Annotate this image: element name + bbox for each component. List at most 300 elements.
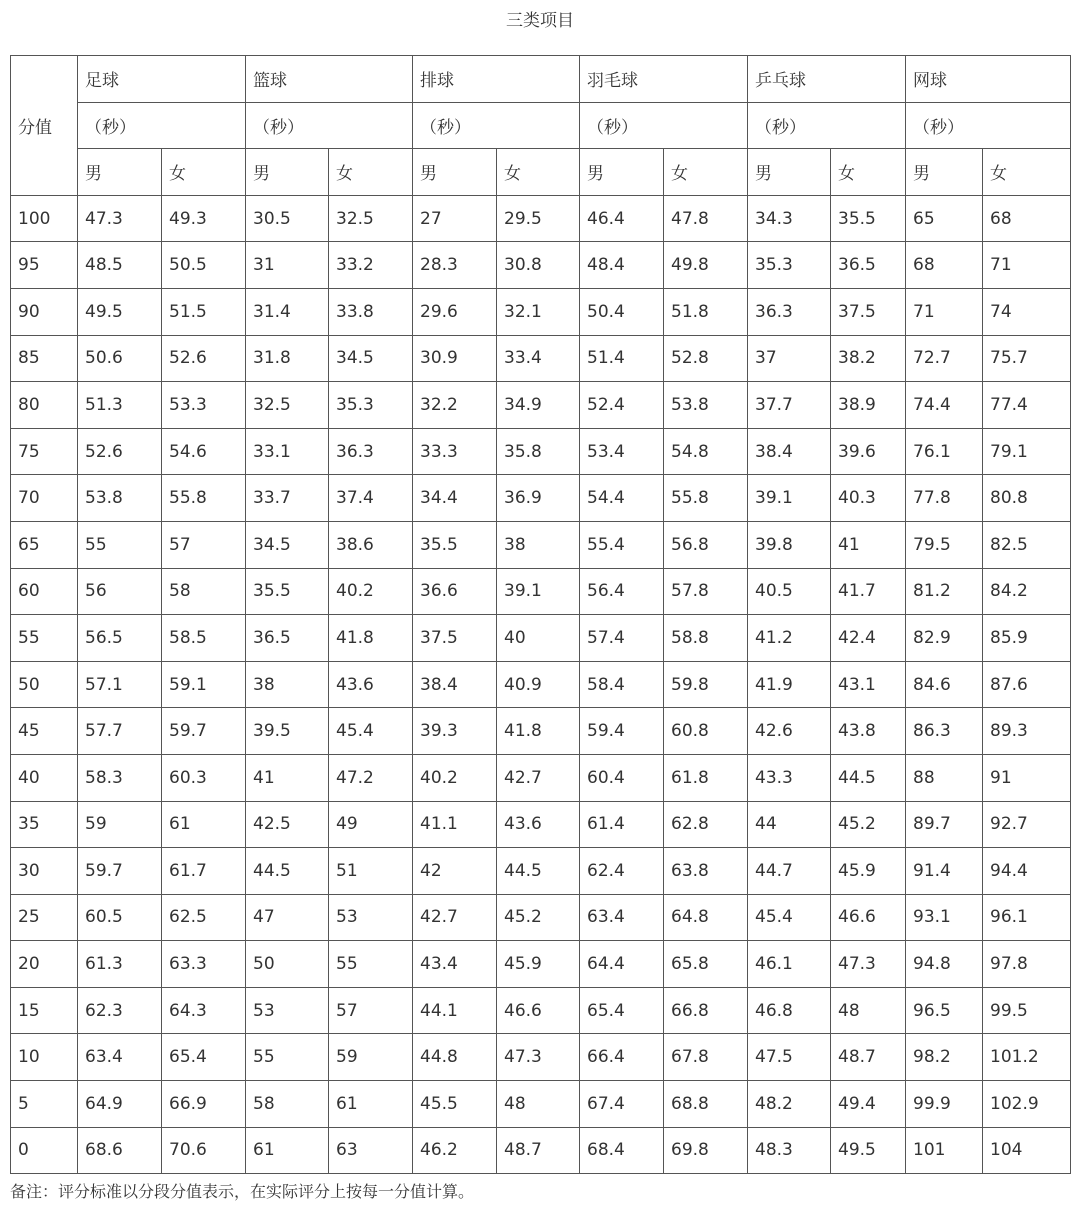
time-value: 55 — [246, 1034, 329, 1081]
table-header — [11, 56, 1071, 196]
gender-female-label: 女 — [983, 149, 1071, 196]
time-value: 32.2 — [413, 382, 497, 429]
score-value: 35 — [11, 801, 78, 848]
time-value: 64.4 — [580, 941, 664, 988]
time-value: 33.3 — [413, 428, 497, 475]
time-value: 55.8 — [162, 475, 246, 522]
time-value: 55.4 — [580, 521, 664, 568]
gender-female-label: 女 — [162, 149, 246, 196]
time-value: 39.5 — [246, 708, 329, 755]
time-value: 34.5 — [246, 521, 329, 568]
time-value: 52.6 — [162, 335, 246, 382]
time-value: 36.6 — [413, 568, 497, 615]
time-value: 49.5 — [831, 1127, 906, 1174]
time-value: 43.6 — [329, 661, 413, 708]
time-value: 52.6 — [78, 428, 162, 475]
score-value: 45 — [11, 708, 78, 755]
time-value: 62.5 — [162, 894, 246, 941]
table-row — [11, 1127, 1071, 1174]
time-value: 34.4 — [413, 475, 497, 522]
time-value: 47.2 — [329, 754, 413, 801]
time-value: 66.4 — [580, 1034, 664, 1081]
score-value: 75 — [11, 428, 78, 475]
time-value: 53 — [329, 894, 413, 941]
time-value: 44 — [748, 801, 831, 848]
time-value: 30.9 — [413, 335, 497, 382]
time-value: 29.5 — [497, 195, 580, 242]
time-value: 82.5 — [983, 521, 1071, 568]
time-value: 45.4 — [748, 894, 831, 941]
time-value: 53 — [246, 987, 329, 1034]
time-value: 32.5 — [246, 382, 329, 429]
gender-male-label: 男 — [580, 149, 664, 196]
score-value: 0 — [11, 1127, 78, 1174]
time-value: 59.4 — [580, 708, 664, 755]
table-row — [11, 475, 1071, 522]
time-value: 59 — [329, 1034, 413, 1081]
time-value: 77.4 — [983, 382, 1071, 429]
time-value: 68.8 — [664, 1081, 748, 1128]
table-row — [11, 848, 1071, 895]
score-value: 25 — [11, 894, 78, 941]
time-value: 49.3 — [162, 195, 246, 242]
header-row-sports — [11, 56, 1071, 103]
time-value: 54.8 — [664, 428, 748, 475]
time-value: 50.4 — [580, 288, 664, 335]
time-value: 59.8 — [664, 661, 748, 708]
table-row — [11, 941, 1071, 988]
header-row-gender — [11, 149, 1071, 196]
time-value: 49.5 — [78, 288, 162, 335]
time-value: 43.6 — [497, 801, 580, 848]
time-value: 85.9 — [983, 615, 1071, 662]
time-value: 67.8 — [664, 1034, 748, 1081]
time-value: 63.8 — [664, 848, 748, 895]
time-value: 67.4 — [580, 1081, 664, 1128]
time-value: 80.8 — [983, 475, 1071, 522]
time-value: 38.9 — [831, 382, 906, 429]
score-header: 分值 — [11, 56, 78, 196]
time-value: 92.7 — [983, 801, 1071, 848]
table-row — [11, 195, 1071, 242]
table-row — [11, 428, 1071, 475]
unit-label: （秒） — [906, 102, 1071, 149]
time-value: 59.7 — [78, 848, 162, 895]
score-value: 55 — [11, 615, 78, 662]
time-value: 60.3 — [162, 754, 246, 801]
sport-name: 篮球 — [246, 56, 413, 103]
time-value: 45.5 — [413, 1081, 497, 1128]
time-value: 45.2 — [497, 894, 580, 941]
time-value: 46.4 — [580, 195, 664, 242]
time-value: 51 — [329, 848, 413, 895]
time-value: 64.8 — [664, 894, 748, 941]
time-value: 66.8 — [664, 987, 748, 1034]
time-value: 44.7 — [748, 848, 831, 895]
score-table — [10, 55, 1071, 1174]
time-value: 54.6 — [162, 428, 246, 475]
time-value: 51.5 — [162, 288, 246, 335]
time-value: 56 — [78, 568, 162, 615]
header-row-units — [11, 102, 1071, 149]
time-value: 79.5 — [906, 521, 983, 568]
sport-name: 排球 — [413, 56, 580, 103]
score-value: 15 — [11, 987, 78, 1034]
score-value: 20 — [11, 941, 78, 988]
time-value: 68.6 — [78, 1127, 162, 1174]
time-value: 40.5 — [748, 568, 831, 615]
time-value: 40 — [497, 615, 580, 662]
time-value: 96.1 — [983, 894, 1071, 941]
gender-male-label: 男 — [246, 149, 329, 196]
time-value: 39.6 — [831, 428, 906, 475]
time-value: 65.8 — [664, 941, 748, 988]
time-value: 35.3 — [748, 242, 831, 289]
time-value: 45.9 — [497, 941, 580, 988]
time-value: 35.8 — [497, 428, 580, 475]
time-value: 62.3 — [78, 987, 162, 1034]
time-value: 36.3 — [329, 428, 413, 475]
time-value: 64.3 — [162, 987, 246, 1034]
time-value: 58.4 — [580, 661, 664, 708]
table-row — [11, 987, 1071, 1034]
time-value: 49.4 — [831, 1081, 906, 1128]
time-value: 35.3 — [329, 382, 413, 429]
time-value: 52.4 — [580, 382, 664, 429]
gender-male-label: 男 — [748, 149, 831, 196]
time-value: 36.5 — [246, 615, 329, 662]
unit-label: （秒） — [78, 102, 246, 149]
time-value: 53.4 — [580, 428, 664, 475]
table-row — [11, 242, 1071, 289]
time-value: 84.2 — [983, 568, 1071, 615]
time-value: 43.3 — [748, 754, 831, 801]
time-value: 40.2 — [413, 754, 497, 801]
time-value: 50 — [246, 941, 329, 988]
time-value: 51.8 — [664, 288, 748, 335]
time-value: 44.5 — [831, 754, 906, 801]
time-value: 55.8 — [664, 475, 748, 522]
time-value: 63.4 — [78, 1034, 162, 1081]
time-value: 51.4 — [580, 335, 664, 382]
time-value: 51.3 — [78, 382, 162, 429]
time-value: 59.7 — [162, 708, 246, 755]
time-value: 52.8 — [664, 335, 748, 382]
gender-male-label: 男 — [906, 149, 983, 196]
time-value: 57 — [329, 987, 413, 1034]
time-value: 61.7 — [162, 848, 246, 895]
time-value: 59.1 — [162, 661, 246, 708]
time-value: 98.2 — [906, 1034, 983, 1081]
table-row — [11, 335, 1071, 382]
time-value: 42.7 — [497, 754, 580, 801]
time-value: 68 — [983, 195, 1071, 242]
time-value: 46.2 — [413, 1127, 497, 1174]
time-value: 34.5 — [329, 335, 413, 382]
score-value: 100 — [11, 195, 78, 242]
time-value: 40.3 — [831, 475, 906, 522]
time-value: 32.1 — [497, 288, 580, 335]
time-value: 63.3 — [162, 941, 246, 988]
time-value: 50.6 — [78, 335, 162, 382]
time-value: 104 — [983, 1127, 1071, 1174]
time-value: 50.5 — [162, 242, 246, 289]
time-value: 48.4 — [580, 242, 664, 289]
time-value: 101 — [906, 1127, 983, 1174]
sport-name: 羽毛球 — [580, 56, 748, 103]
time-value: 42 — [413, 848, 497, 895]
time-value: 37.5 — [413, 615, 497, 662]
time-value: 37.5 — [831, 288, 906, 335]
time-value: 44.5 — [497, 848, 580, 895]
time-value: 43.4 — [413, 941, 497, 988]
time-value: 33.1 — [246, 428, 329, 475]
table-row — [11, 1081, 1071, 1128]
table-row — [11, 521, 1071, 568]
gender-male-label: 男 — [78, 149, 162, 196]
time-value: 99.5 — [983, 987, 1071, 1034]
time-value: 71 — [906, 288, 983, 335]
time-value: 42.4 — [831, 615, 906, 662]
time-value: 33.7 — [246, 475, 329, 522]
time-value: 57.1 — [78, 661, 162, 708]
time-value: 36.9 — [497, 475, 580, 522]
time-value: 61 — [246, 1127, 329, 1174]
score-value: 60 — [11, 568, 78, 615]
time-value: 87.6 — [983, 661, 1071, 708]
time-value: 58.5 — [162, 615, 246, 662]
time-value: 35.5 — [413, 521, 497, 568]
unit-label: （秒） — [748, 102, 906, 149]
time-value: 47.5 — [748, 1034, 831, 1081]
time-value: 34.9 — [497, 382, 580, 429]
time-value: 36.5 — [831, 242, 906, 289]
time-value: 47.3 — [497, 1034, 580, 1081]
time-value: 82.9 — [906, 615, 983, 662]
time-value: 57 — [162, 521, 246, 568]
table-row — [11, 708, 1071, 755]
time-value: 61.4 — [580, 801, 664, 848]
time-value: 41 — [831, 521, 906, 568]
gender-female-label: 女 — [329, 149, 413, 196]
time-value: 31 — [246, 242, 329, 289]
time-value: 38 — [246, 661, 329, 708]
time-value: 64.9 — [78, 1081, 162, 1128]
sport-name: 乒乓球 — [748, 56, 906, 103]
time-value: 61 — [329, 1081, 413, 1128]
time-value: 65 — [906, 195, 983, 242]
time-value: 46.6 — [831, 894, 906, 941]
time-value: 91.4 — [906, 848, 983, 895]
time-value: 96.5 — [906, 987, 983, 1034]
time-value: 72.7 — [906, 335, 983, 382]
time-value: 71 — [983, 242, 1071, 289]
time-value: 48.3 — [748, 1127, 831, 1174]
time-value: 74.4 — [906, 382, 983, 429]
score-value: 90 — [11, 288, 78, 335]
time-value: 69.8 — [664, 1127, 748, 1174]
table-row — [11, 615, 1071, 662]
score-value: 80 — [11, 382, 78, 429]
time-value: 60.5 — [78, 894, 162, 941]
time-value: 61.8 — [664, 754, 748, 801]
time-value: 41.9 — [748, 661, 831, 708]
time-value: 37.7 — [748, 382, 831, 429]
time-value: 48 — [831, 987, 906, 1034]
time-value: 48.7 — [831, 1034, 906, 1081]
time-value: 48.2 — [748, 1081, 831, 1128]
score-value: 85 — [11, 335, 78, 382]
time-value: 88 — [906, 754, 983, 801]
time-value: 46.8 — [748, 987, 831, 1034]
time-value: 58 — [246, 1081, 329, 1128]
time-value: 37 — [748, 335, 831, 382]
time-value: 94.4 — [983, 848, 1071, 895]
time-value: 86.3 — [906, 708, 983, 755]
table-row — [11, 661, 1071, 708]
time-value: 38.4 — [413, 661, 497, 708]
score-value: 40 — [11, 754, 78, 801]
time-value: 38.6 — [329, 521, 413, 568]
time-value: 33.2 — [329, 242, 413, 289]
score-value: 50 — [11, 661, 78, 708]
time-value: 38.2 — [831, 335, 906, 382]
time-value: 54.4 — [580, 475, 664, 522]
time-value: 39.8 — [748, 521, 831, 568]
time-value: 45.9 — [831, 848, 906, 895]
time-value: 102.9 — [983, 1081, 1071, 1128]
time-value: 41.2 — [748, 615, 831, 662]
time-value: 31.8 — [246, 335, 329, 382]
time-value: 89.7 — [906, 801, 983, 848]
time-value: 48 — [497, 1081, 580, 1128]
time-value: 33.8 — [329, 288, 413, 335]
unit-label: （秒） — [580, 102, 748, 149]
time-value: 34.3 — [748, 195, 831, 242]
time-value: 44.5 — [246, 848, 329, 895]
time-value: 44.1 — [413, 987, 497, 1034]
sport-name: 足球 — [78, 56, 246, 103]
score-value: 95 — [11, 242, 78, 289]
table-row — [11, 382, 1071, 429]
time-value: 53.8 — [664, 382, 748, 429]
table-body — [11, 195, 1071, 1173]
time-value: 29.6 — [413, 288, 497, 335]
time-value: 68 — [906, 242, 983, 289]
time-value: 65.4 — [580, 987, 664, 1034]
time-value: 42.6 — [748, 708, 831, 755]
time-value: 47.8 — [664, 195, 748, 242]
time-value: 43.8 — [831, 708, 906, 755]
time-value: 65.4 — [162, 1034, 246, 1081]
time-value: 45.2 — [831, 801, 906, 848]
time-value: 53.3 — [162, 382, 246, 429]
time-value: 61.3 — [78, 941, 162, 988]
time-value: 38 — [497, 521, 580, 568]
time-value: 77.8 — [906, 475, 983, 522]
time-value: 36.3 — [748, 288, 831, 335]
time-value: 62.4 — [580, 848, 664, 895]
time-value: 81.2 — [906, 568, 983, 615]
time-value: 41.8 — [329, 615, 413, 662]
time-value: 41 — [246, 754, 329, 801]
time-value: 30.8 — [497, 242, 580, 289]
time-value: 89.3 — [983, 708, 1071, 755]
time-value: 94.8 — [906, 941, 983, 988]
time-value: 32.5 — [329, 195, 413, 242]
table-row — [11, 568, 1071, 615]
time-value: 30.5 — [246, 195, 329, 242]
unit-label: （秒） — [413, 102, 580, 149]
time-value: 57.8 — [664, 568, 748, 615]
footnote: 备注：评分标准以分段分值表示，在实际评分上按每一分值计算。 — [10, 1182, 475, 1201]
time-value: 62.8 — [664, 801, 748, 848]
table-row — [11, 754, 1071, 801]
time-value: 46.6 — [497, 987, 580, 1034]
score-value: 65 — [11, 521, 78, 568]
time-value: 35.5 — [246, 568, 329, 615]
time-value: 97.8 — [983, 941, 1071, 988]
score-value: 10 — [11, 1034, 78, 1081]
time-value: 39.1 — [497, 568, 580, 615]
time-value: 74 — [983, 288, 1071, 335]
score-value: 70 — [11, 475, 78, 522]
time-value: 93.1 — [906, 894, 983, 941]
score-value: 5 — [11, 1081, 78, 1128]
time-value: 38.4 — [748, 428, 831, 475]
time-value: 60.4 — [580, 754, 664, 801]
time-value: 42.5 — [246, 801, 329, 848]
time-value: 31.4 — [246, 288, 329, 335]
time-value: 58 — [162, 568, 246, 615]
page-title: 三类项目 — [506, 11, 574, 31]
time-value: 46.1 — [748, 941, 831, 988]
time-value: 79.1 — [983, 428, 1071, 475]
time-value: 61 — [162, 801, 246, 848]
time-value: 42.7 — [413, 894, 497, 941]
time-value: 58.8 — [664, 615, 748, 662]
time-value: 37.4 — [329, 475, 413, 522]
time-value: 47 — [246, 894, 329, 941]
time-value: 48.7 — [497, 1127, 580, 1174]
time-value: 57.4 — [580, 615, 664, 662]
gender-female-label: 女 — [831, 149, 906, 196]
time-value: 43.1 — [831, 661, 906, 708]
time-value: 49.8 — [664, 242, 748, 289]
time-value: 84.6 — [906, 661, 983, 708]
time-value: 44.8 — [413, 1034, 497, 1081]
time-value: 45.4 — [329, 708, 413, 755]
time-value: 68.4 — [580, 1127, 664, 1174]
table-row — [11, 1034, 1071, 1081]
time-value: 27 — [413, 195, 497, 242]
gender-female-label: 女 — [664, 149, 748, 196]
time-value: 41.8 — [497, 708, 580, 755]
table-row — [11, 894, 1071, 941]
table-row — [11, 288, 1071, 335]
time-value: 60.8 — [664, 708, 748, 755]
time-value: 55 — [78, 521, 162, 568]
gender-female-label: 女 — [497, 149, 580, 196]
time-value: 40.2 — [329, 568, 413, 615]
time-value: 47.3 — [78, 195, 162, 242]
time-value: 59 — [78, 801, 162, 848]
time-value: 39.1 — [748, 475, 831, 522]
time-value: 56.5 — [78, 615, 162, 662]
time-value: 35.5 — [831, 195, 906, 242]
time-value: 58.3 — [78, 754, 162, 801]
time-value: 57.7 — [78, 708, 162, 755]
